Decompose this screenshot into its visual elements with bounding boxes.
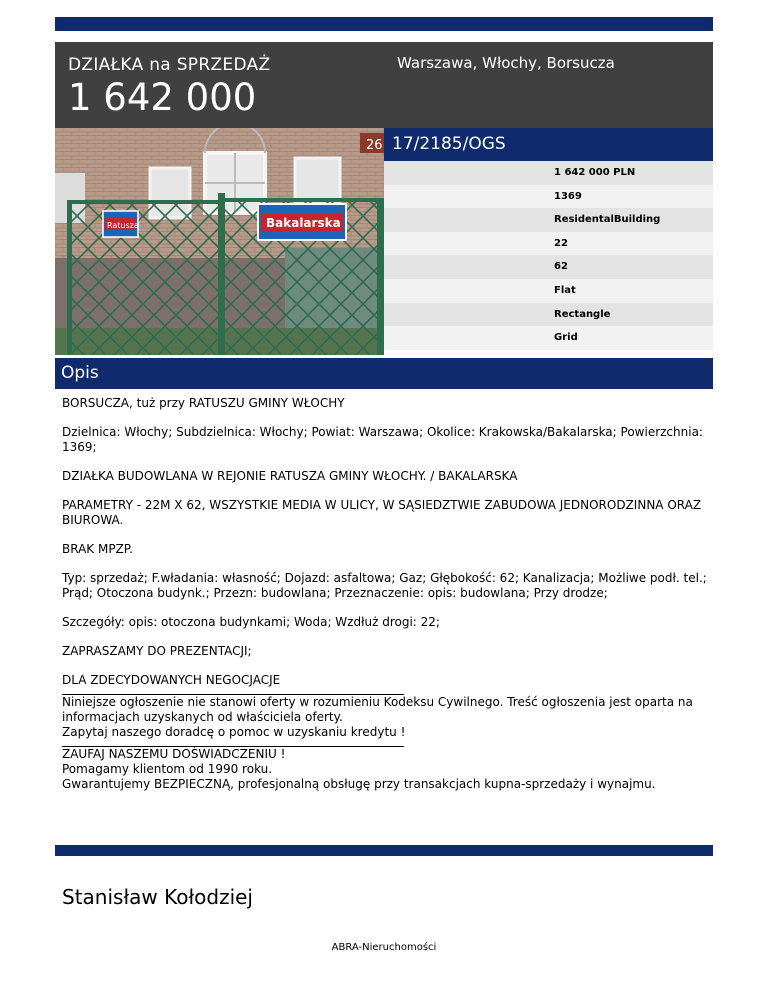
house-number: 26 [366, 138, 383, 153]
property-photo [55, 128, 384, 355]
description-paragraph: DZIAŁKA BUDOWLANA W REJONIE RATUSZA GMINY WŁOCHY. / BAKALARSKA [62, 469, 518, 483]
agency-footer: ABRA-Nieruchomości [331, 942, 437, 953]
detail-zoning: ResidentalBuilding [384, 208, 713, 232]
disclaimer-text: Niniejsze ogłoszenie nie stanowi oferty w rozumieniu Kodeksu Cywilnego. Treść ogłoszenia jest oparta na informacjach uzyskanych od właściciela oferty. [62, 695, 693, 724]
description-paragraph: PARAMETRY - 22M X 62, WSZYSTKIE MEDIA W ULICY, W SĄSIEDZTWIE ZABUDOWA JEDNORODZINNA ORAZ BIUROWA. [62, 498, 702, 527]
detail-utilities: Grid [384, 326, 713, 350]
offer-reference: 17/2185/OGS [384, 128, 713, 161]
trust-years: Pomagamy klientom od 1990 roku. [62, 762, 273, 776]
listing-location: Warszawa, Włochy, Borsucza [397, 54, 615, 72]
top-accent-bar [55, 17, 713, 31]
description-paragraph: ZAPRASZAMY DO PREZENTACJI; [62, 644, 252, 658]
description-paragraph: BRAK MPZP. [62, 542, 133, 556]
description-paragraph: DLA ZDECYDOWANYCH NEGOCJACJE [62, 673, 281, 687]
listing-type: DZIAŁKA na SPRZEDAŻ [68, 55, 271, 75]
description-heading: Opis [55, 358, 713, 389]
street-sign-small: Ratusza [107, 221, 139, 230]
listing-price: 1 642 000 [68, 76, 257, 119]
bottom-accent-bar [55, 845, 713, 856]
detail-depth: 62 [384, 255, 713, 279]
trust-guarantee: Gwarantujemy BEZPIECZNĄ, profesjonalną obsługę przy transakcjach kupna-sprzedaży i wynajmu. [62, 777, 656, 791]
description-body [62, 396, 710, 792]
detail-width: 22 [384, 232, 713, 256]
street-sign: Bakalarska [266, 216, 341, 230]
description-paragraph: Szczegóły: opis: otoczona budynkami; Woda; Wzdłuż drogi: 22; [62, 615, 440, 629]
listing-header [55, 42, 713, 128]
detail-terrain: Flat [384, 279, 713, 303]
description-paragraph: Dzielnica: Włochy; Subdzielnica: Włochy; Powiat: Warszawa; Okolice: Krakowska/Bakalarska; Powierzchnia: 1369; [62, 425, 703, 454]
detail-price: 1 642 000 PLN [384, 161, 713, 185]
detail-area: 1369 [384, 185, 713, 209]
credit-note: Zapytaj naszego doradcę o pomoc w uzyskaniu kredytu ! [62, 725, 406, 739]
trust-headline: ZAUFAJ NASZEMU DOŚWIADCZENIU ! [62, 747, 286, 761]
detail-shape: Rectangle [384, 303, 713, 327]
description-paragraph: BORSUCZA, tuż przy RATUSZU GMINY WŁOCHY [62, 396, 345, 410]
agent-name: Stanisław Kołodziej [62, 885, 253, 909]
details-panel [384, 128, 713, 350]
description-paragraph: Typ: sprzedaż; F.władania: własność; Dojazd: asfaltowa; Gaz; Głębokość: 62; Kanalizacja; Możliwe podł. tel.; Prąd; Otoczona budynk.; Przezn: budowlana; Przeznaczenie: opis: budowlana; Przy drodze; [62, 571, 707, 600]
